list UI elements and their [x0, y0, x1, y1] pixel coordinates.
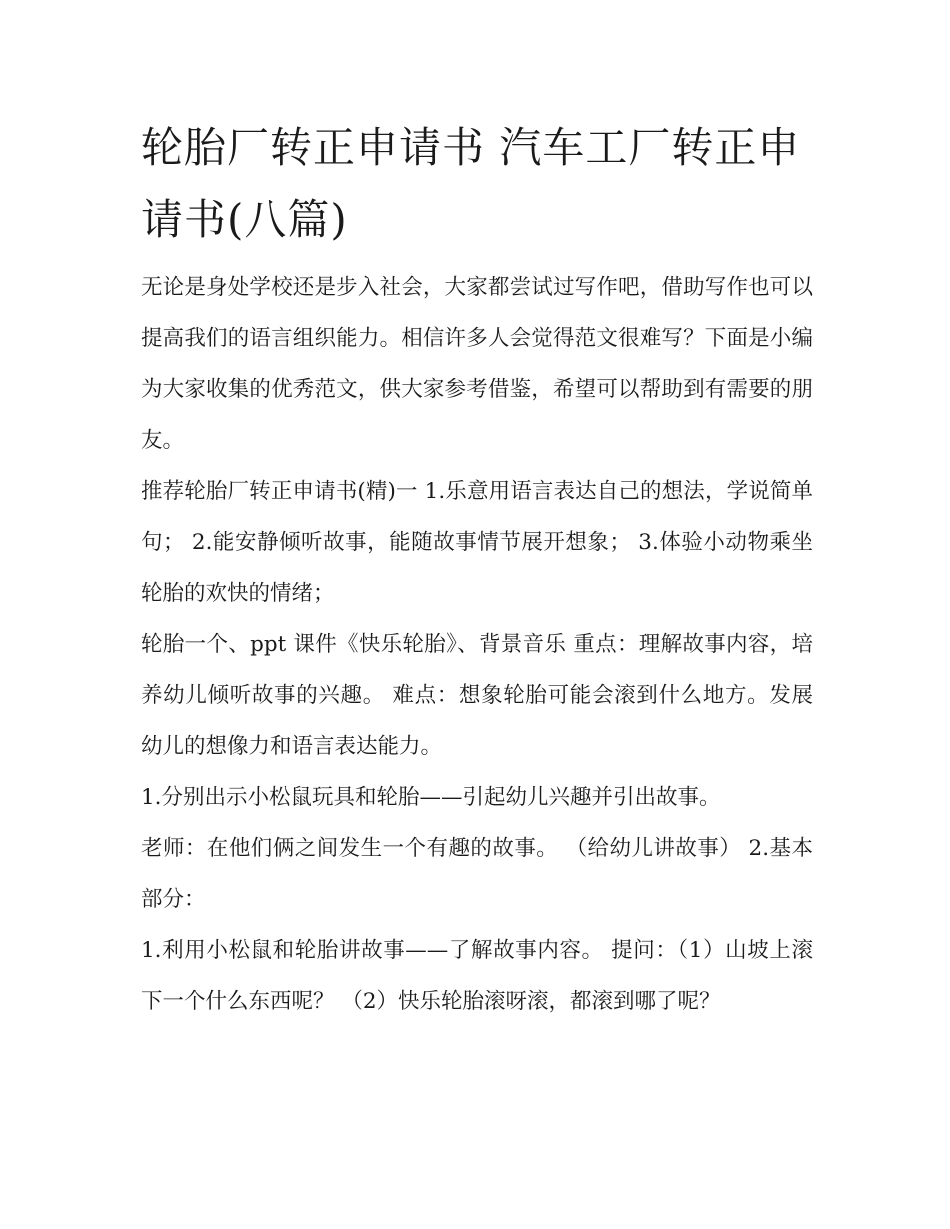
- document-title: 轮胎厂转正申请书 汽车工厂转正申请书(八篇): [141, 123, 801, 244]
- paragraph-teacher: 老师：在他们俩之间发生一个有趣的故事。 （给幼儿讲故事） 2.基本部分：: [141, 836, 813, 912]
- paragraph-intro: 无论是身处学校还是步入社会，大家都尝试过写作吧，借助写作也可以提高我们的语言组织能力。相信许多人会觉得范文很难写？下面是小编为大家收集的优秀范文，供大家参考借鉴，希望可以帮助到有需要的朋友。: [141, 275, 813, 453]
- paragraph-goals: 推荐轮胎厂转正申请书(精)一 1.乐意用语言表达自己的想法，学说简单句； 2.能安静倾听故事，能随故事情节展开想象； 3.体验小动物乘坐轮胎的欢快的情绪；: [141, 479, 813, 606]
- paragraph-questions: 1.利用小松鼠和轮胎讲故事——了解故事内容。 提问：（1）山坡上滚下一个什么东西呢？ （2）快乐轮胎滚呀滚，都滚到哪了呢？: [141, 938, 813, 1014]
- paragraph-materials: 轮胎一个、ppt 课件《快乐轮胎》、背景音乐 重点：理解故事内容，培养幼儿倾听故事的兴趣。 难点：想象轮胎可能会滚到什么地方。发展幼儿的想像力和语言表达能力。: [141, 632, 813, 759]
- document-body: [141, 112, 813, 1027]
- paragraph-step-1: 1.分别出示小松鼠玩具和轮胎——引起幼儿兴趣并引出故事。: [141, 785, 721, 810]
